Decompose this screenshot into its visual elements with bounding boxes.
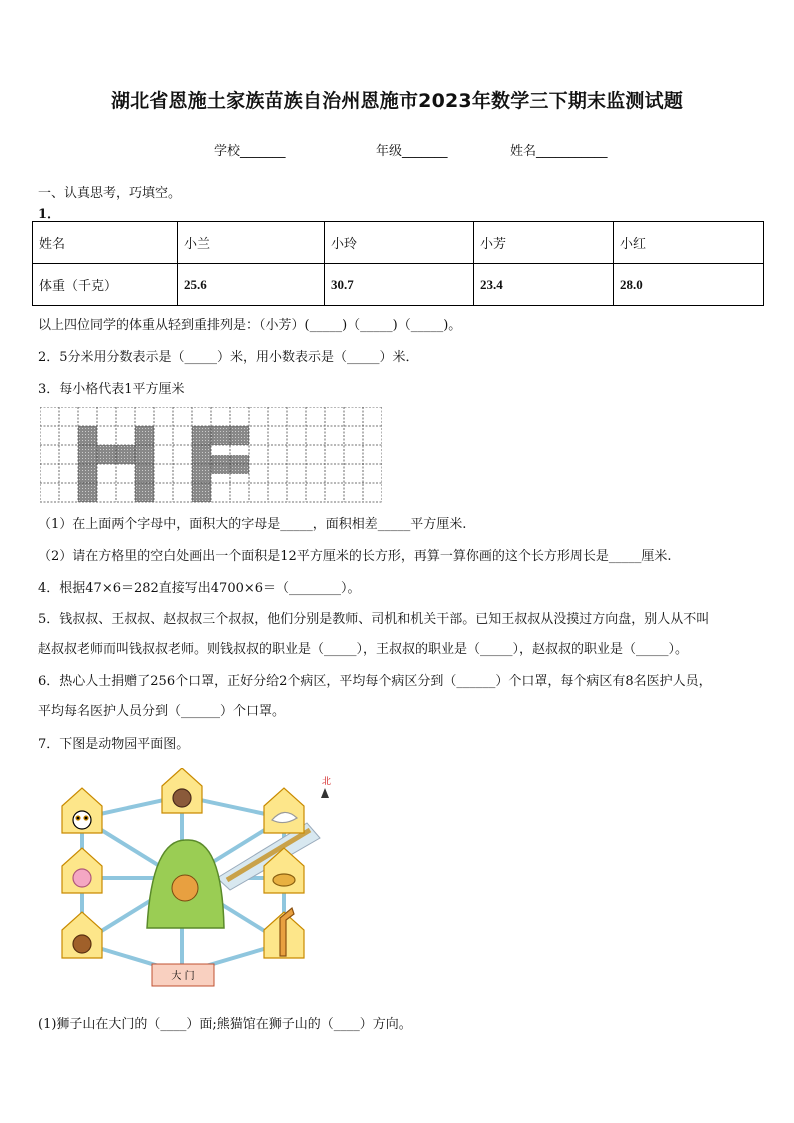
north-arrow-icon bbox=[321, 788, 329, 798]
question-4: 4．根据47×6＝282直接写出4700×6＝（________）。 bbox=[38, 581, 361, 596]
question-3: 3．每小格代表1平方厘米 bbox=[38, 382, 185, 397]
question-6-line1: 6．热心人士捐赠了256个口罩，正好分给2个病区，平均每个病区分到（______）个口罩，每个病区有8名医护人员， bbox=[38, 674, 712, 689]
question-5-line1: 5．钱叔叔、王叔叔、赵叔叔三个叔叔，他们分别是教师、司机和机关干部。已知王叔叔从没摸过方向盘，别人从不叫 bbox=[38, 612, 710, 627]
table-header-row bbox=[33, 222, 764, 264]
giraffe-icon bbox=[264, 908, 304, 958]
question-1-text: 以上四位同学的体重从轻到重排列是：（小芳）(_____)（_____)（_____)。 bbox=[38, 318, 462, 333]
question-3-1: （1）在上面两个字母中，面积大的字母是_____，面积相差_____平方厘米. bbox=[38, 517, 467, 532]
pig-icon bbox=[62, 848, 102, 893]
question-7: 7．下图是动物园平面图。 bbox=[38, 737, 190, 752]
question-7-1: (1)狮子山在大门的（____）面;熊猫馆在狮子山的（____）方向。 bbox=[38, 1017, 412, 1032]
north-label: 北 bbox=[322, 777, 332, 787]
lion-icon bbox=[172, 875, 198, 901]
name-field: 姓名___________ bbox=[510, 144, 608, 159]
gate-label: 大 门 bbox=[171, 971, 195, 982]
page-title: 湖北省恩施土家族苗族自治州恩施市2023年数学三下期末监测试题 bbox=[110, 90, 684, 112]
table-cell: 姓名 bbox=[33, 222, 178, 264]
table-cell: 25.6 bbox=[178, 264, 325, 306]
table-cell: 小兰 bbox=[178, 222, 325, 264]
zoo-map bbox=[52, 768, 342, 990]
table-cell: 小玲 bbox=[325, 222, 474, 264]
table-cell: 23.4 bbox=[474, 264, 614, 306]
grade-field: 年级_______ bbox=[376, 144, 448, 159]
monkey2-icon bbox=[62, 912, 102, 958]
table-cell: 28.0 bbox=[614, 264, 764, 306]
bird-icon bbox=[264, 788, 304, 833]
table-cell: 小红 bbox=[614, 222, 764, 264]
table-cell: 30.7 bbox=[325, 264, 474, 306]
school-field: 学校_______ bbox=[214, 144, 286, 159]
weight-table bbox=[32, 221, 764, 306]
question-1-number: 1． bbox=[38, 207, 61, 222]
question-6-line2: 平均每名医护人员分到（______）个口罩。 bbox=[38, 704, 286, 719]
question-3-2: （2）请在方格里的空白处画出一个面积是12平方厘米的长方形，再算一算你画的这个长方形周长是_____厘米. bbox=[38, 549, 672, 564]
table-row bbox=[33, 264, 764, 306]
question-5-line2: 赵叔叔老师而叫钱叔叔老师。则钱叔叔的职业是（_____），王叔叔的职业是（_____），赵叔叔的职业是（_____）。 bbox=[38, 642, 689, 657]
table-cell: 小芳 bbox=[474, 222, 614, 264]
section-heading: 一、认真思考，巧填空。 bbox=[38, 186, 182, 201]
table-cell: 体重（千克） bbox=[33, 264, 178, 306]
monkey-icon bbox=[162, 768, 202, 813]
panda-icon bbox=[62, 788, 102, 833]
question-2: 2．5分米用分数表示是（_____）米，用小数表示是（_____）米． bbox=[38, 350, 419, 365]
square-grid-figure bbox=[40, 407, 382, 503]
